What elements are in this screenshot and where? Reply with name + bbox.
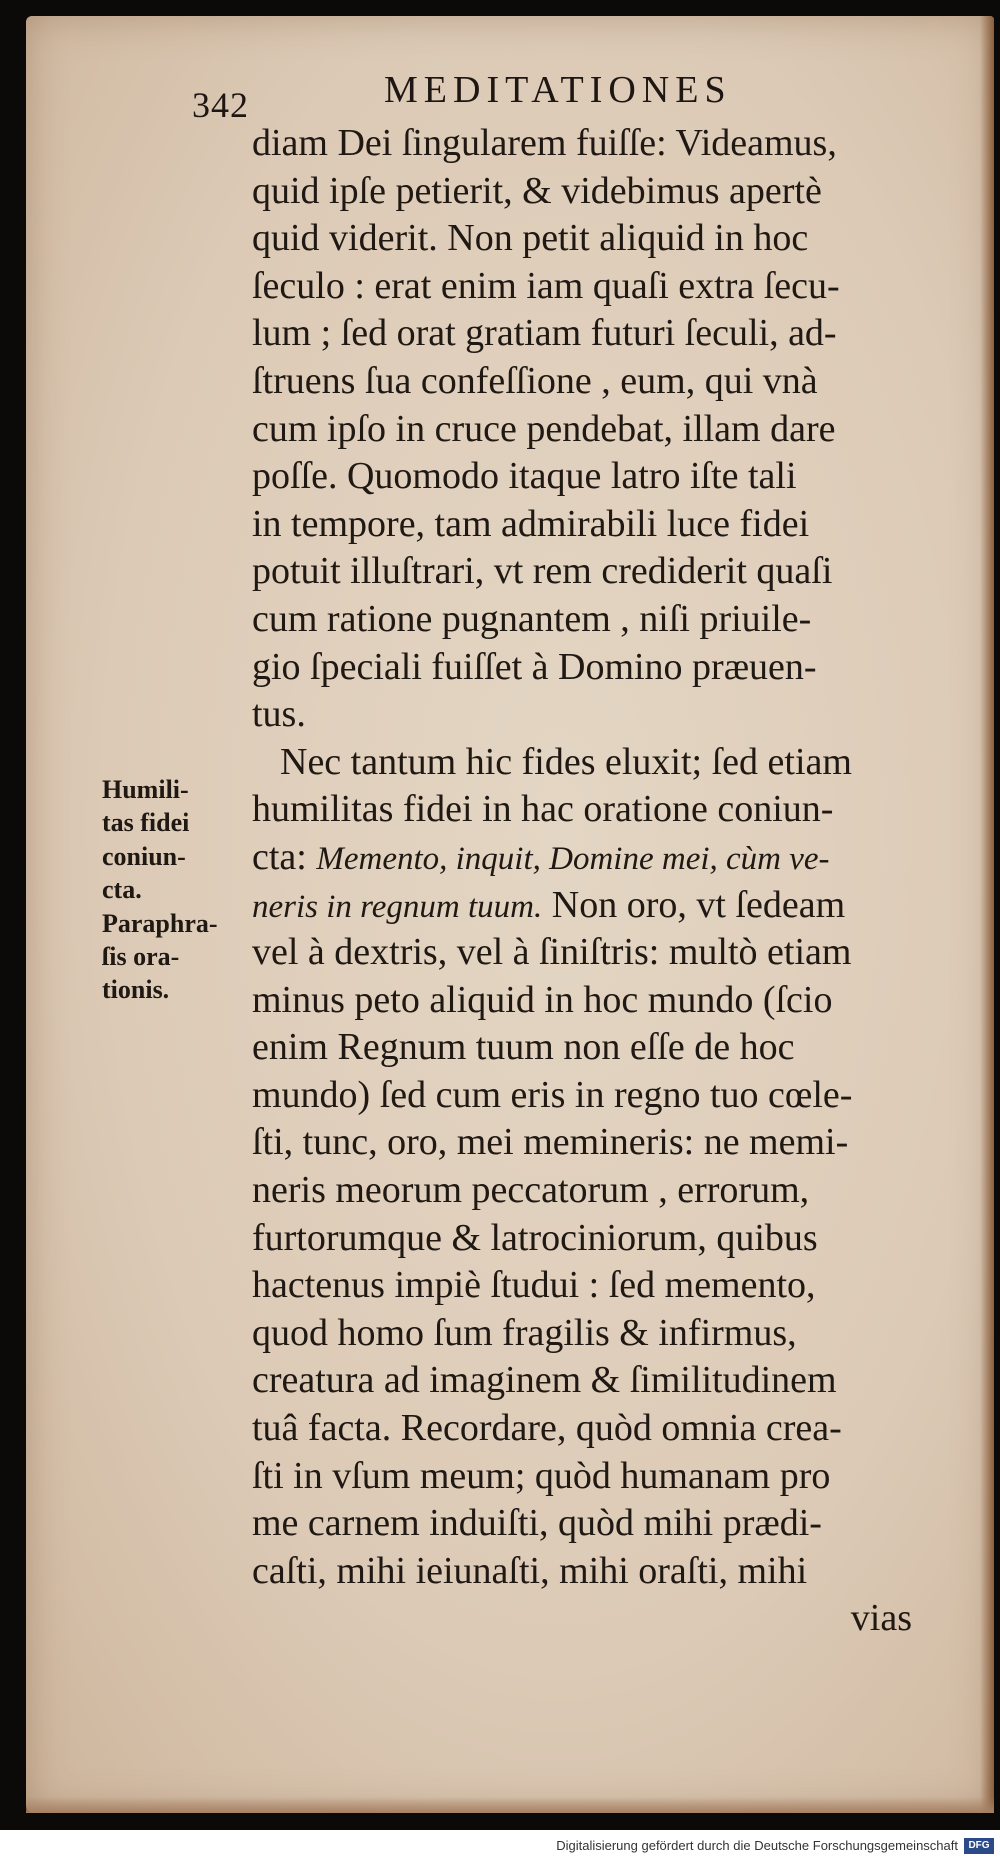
text-line: minus peto aliquid in hoc mundo (ſcio bbox=[252, 978, 833, 1021]
text-line: Nec tantum hic fides eluxit; ſed etiam bbox=[280, 740, 852, 783]
running-head: MEDITATIONES bbox=[384, 69, 732, 111]
quotation-italic: Memento, inquit, Domine mei, cùm ve- bbox=[316, 840, 830, 877]
funding-credit: Digitalisierung gefördert durch die Deutsche Forschungsgemeinschaft bbox=[556, 1838, 958, 1853]
text-line: mundo) ſed cum eris in regno tuo cœle- bbox=[252, 1073, 853, 1116]
text-line: neris meorum peccatorum , errorum, bbox=[252, 1169, 810, 1212]
margin-note-line: tionis. bbox=[102, 975, 170, 1005]
text-line: vel à dextris, vel à ſiniſtris: multò etiam bbox=[252, 931, 852, 974]
text-line: diam Dei ſingularem fuiſſe: Videamus, bbox=[252, 122, 837, 164]
page-edge-shading bbox=[980, 16, 994, 1813]
page-bottom-shading bbox=[26, 1797, 994, 1813]
text-line: caſti, mihi ieiunaſti, mihi oraſti, mihi bbox=[252, 1549, 808, 1592]
text-line: ſtruens ſua confeſſione , eum, qui vnà bbox=[252, 359, 818, 402]
margin-note-line: Humili- bbox=[102, 775, 189, 804]
margin-notes bbox=[102, 773, 252, 1007]
text-line: cum ratione pugnantem , niſi priuile- bbox=[252, 597, 812, 640]
margin-note-line: ſis ora- bbox=[102, 942, 180, 972]
margin-note-line: Paraphra- bbox=[102, 908, 218, 938]
text-line: me carnem induiſti, quòd mihi prædi- bbox=[252, 1502, 822, 1545]
text-line: ſeculo : erat enim iam quaſi extra ſecu- bbox=[252, 264, 840, 307]
text-line: tus. bbox=[252, 693, 306, 736]
text-line-mixed bbox=[252, 834, 952, 882]
dfg-logo: DFG bbox=[964, 1838, 994, 1854]
text-line: in tempore, tam admirabili luce fidei bbox=[252, 502, 810, 545]
text-line: cum ipſo in cruce pendebat, illam dare bbox=[252, 407, 836, 450]
text-run: Non oro, vt ſedeam bbox=[542, 883, 846, 926]
quotation-italic: neris in regnum tuum. bbox=[252, 888, 543, 925]
text-line: furtorumque & latrociniorum, quibus bbox=[252, 1216, 818, 1259]
text-line: poſſe. Quomodo itaque latro iſte tali bbox=[252, 455, 797, 498]
text-line: humilitas fidei in hac oratione coniun- bbox=[252, 788, 834, 831]
margin-note-line: coniun- bbox=[102, 841, 186, 871]
text-line: quod homo ſum fragilis & infirmus, bbox=[252, 1311, 797, 1354]
margin-note-line: tas fidei bbox=[102, 808, 190, 838]
text-line: hactenus impiè ſtudui : ſed memento, bbox=[252, 1264, 816, 1307]
digitization-footer bbox=[0, 1830, 1000, 1863]
text-run: cta: bbox=[252, 835, 317, 878]
text-line: lum ; ſed orat gratiam futuri ſeculi, ad- bbox=[252, 312, 837, 355]
page-number: 342 bbox=[192, 85, 249, 125]
text-line-mixed bbox=[252, 882, 952, 930]
body-text bbox=[252, 120, 952, 1643]
text-line: quid ipſe petierit, & videbimus apertè bbox=[252, 169, 822, 212]
text-line: creatura ad imaginem & ſimilitudinem bbox=[252, 1359, 837, 1402]
text-line: ſti in vſum meum; quòd humanam pro bbox=[252, 1454, 831, 1497]
text-line: enim Regnum tuum non eſſe de hoc bbox=[252, 1026, 795, 1069]
catchword: vias bbox=[850, 1597, 912, 1640]
text-line: ſti, tunc, oro, mei memineris: ne memi- bbox=[252, 1121, 849, 1164]
text-line: tuâ facta. Recordare, quòd omnia crea- bbox=[252, 1407, 842, 1450]
margin-note-line: cta. bbox=[102, 875, 142, 905]
text-line: potuit illuſtrari, vt rem crediderit quaſi bbox=[252, 550, 833, 593]
text-line: quid viderit. Non petit aliquid in hoc bbox=[252, 217, 809, 260]
text-line: gio ſpeciali fuiſſet à Domino præuen- bbox=[252, 645, 817, 688]
